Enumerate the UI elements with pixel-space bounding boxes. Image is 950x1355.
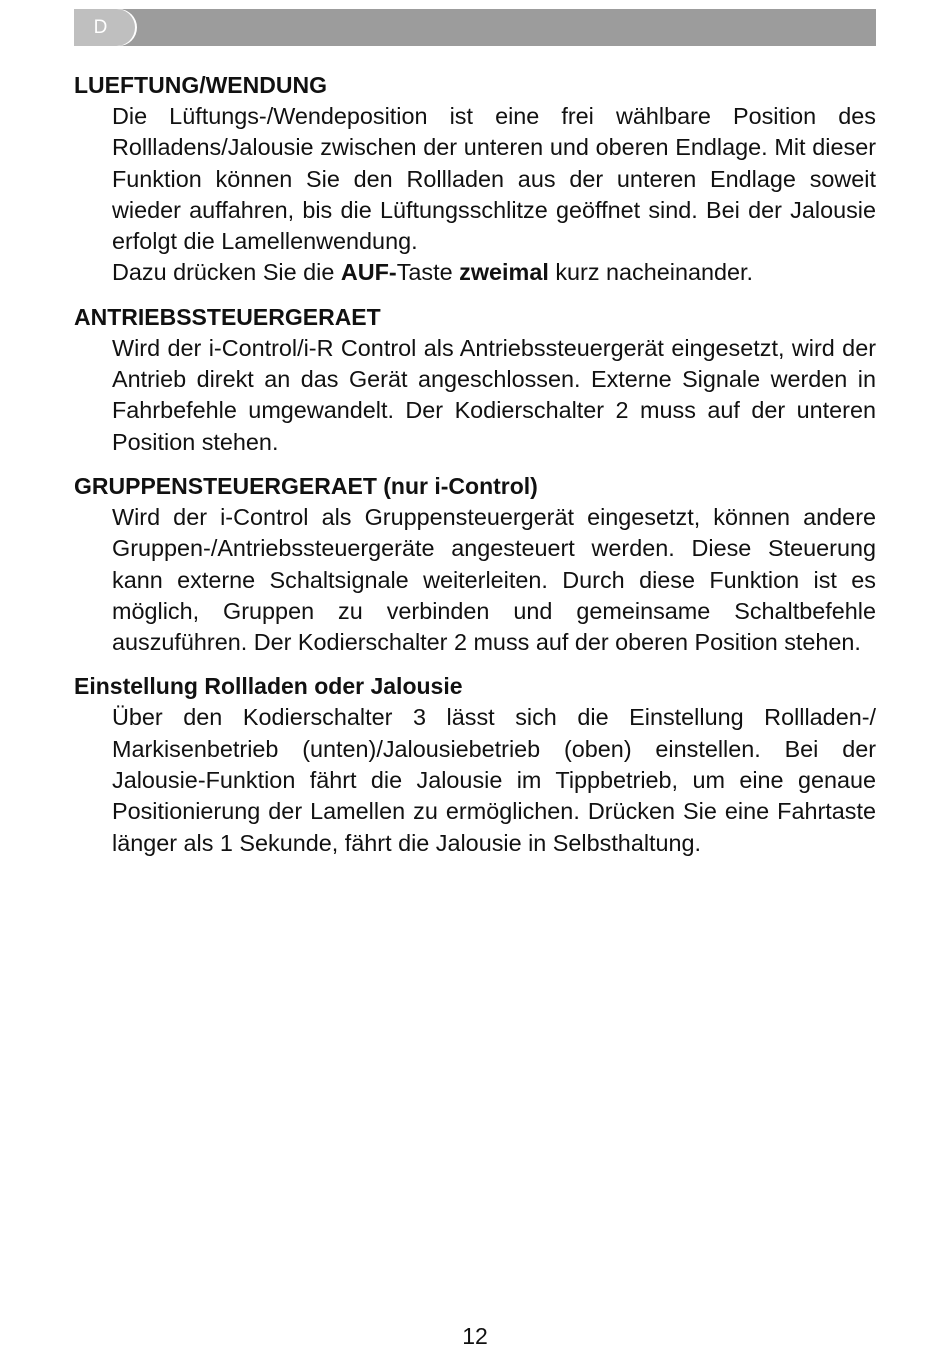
section-body: Wird der i-Control/i-R Control als Antriebssteuergerät eingesetzt, wird der Antrieb direkt an das Gerät angeschlossen. Externe Signale werden in Fahrbefehle umgewandelt. Der Kodierschalter 2 muss auf der unteren Position stehen. [112,334,876,455]
page-number: 12 [462,1323,488,1349]
document-content [74,70,876,872]
section-body: Wird der i-Control als Gruppensteuergerät eingesetzt, können andere Gruppen-/Antriebssteuergeräte angesteuert werden. Diese Steuerung kann externe Schaltsignale weiterleiten. Durch diese Funktion ist es möglich, Gruppen zu verbinden und gemeinsame Schaltbefehle auszuführen. Der Kodierschalter 2 muss auf der oberen Position stehen. [112,503,876,656]
section-heading: ANTRIEBSSTEUERGERAET [74,303,381,330]
section-body: Die Lüftungs-/Wendeposition ist eine frei wählbare Position des Rollladens/Jalousie zwischen der unteren und oberen Endlage. Mit dieser Funktion können Sie den Rollladen aus der unteren Endlage soweit wieder auffahren, bis die Lüftungsschlitze geöffnet sind. Bei der Jalousie erfolgt die Lamellenwendung. [112,103,876,255]
section-antriebssteuergeraet [74,302,876,458]
header-bar [74,9,876,46]
instruction-middle: Taste [396,259,460,286]
section-heading: LUEFTUNG/WENDUNG [74,72,327,98]
section-heading: GRUPPENSTEUERGERAET (nur i-Control) [74,472,538,499]
instruction-suffix: kurz nacheinander. [548,259,753,286]
section-instruction [112,257,876,288]
section-heading: Einstellung Rollladen oder Jalousie [74,673,463,700]
instruction-prefix: Dazu drücken Sie die [112,259,341,286]
section-body: Über den Kodierschalter 3 lässt sich die Einstellung Rollladen-/ Markisenbetrieb (unten)/Jalousiebetrieb (oben) einstellen. Bei der Jalousie-Funktion fährt die Jalousie im Tippbetrieb, um eine genaue Positionierung der Lamellen zu ermöglichen. Drücken Sie eine Fahrtaste länger als 1 Sekunde, fährt die Jalousie in Selbsthaltung. [112,704,876,856]
instruction-count: zweimal [459,259,549,286]
language-tab [74,9,135,46]
instruction-key: AUF- [340,259,397,286]
section-einstellung-rollladen-jalousie [74,671,876,858]
section-gruppensteuergeraet [74,471,876,658]
language-tab-label: D [93,16,108,38]
section-lueftung-wendung [74,70,876,289]
